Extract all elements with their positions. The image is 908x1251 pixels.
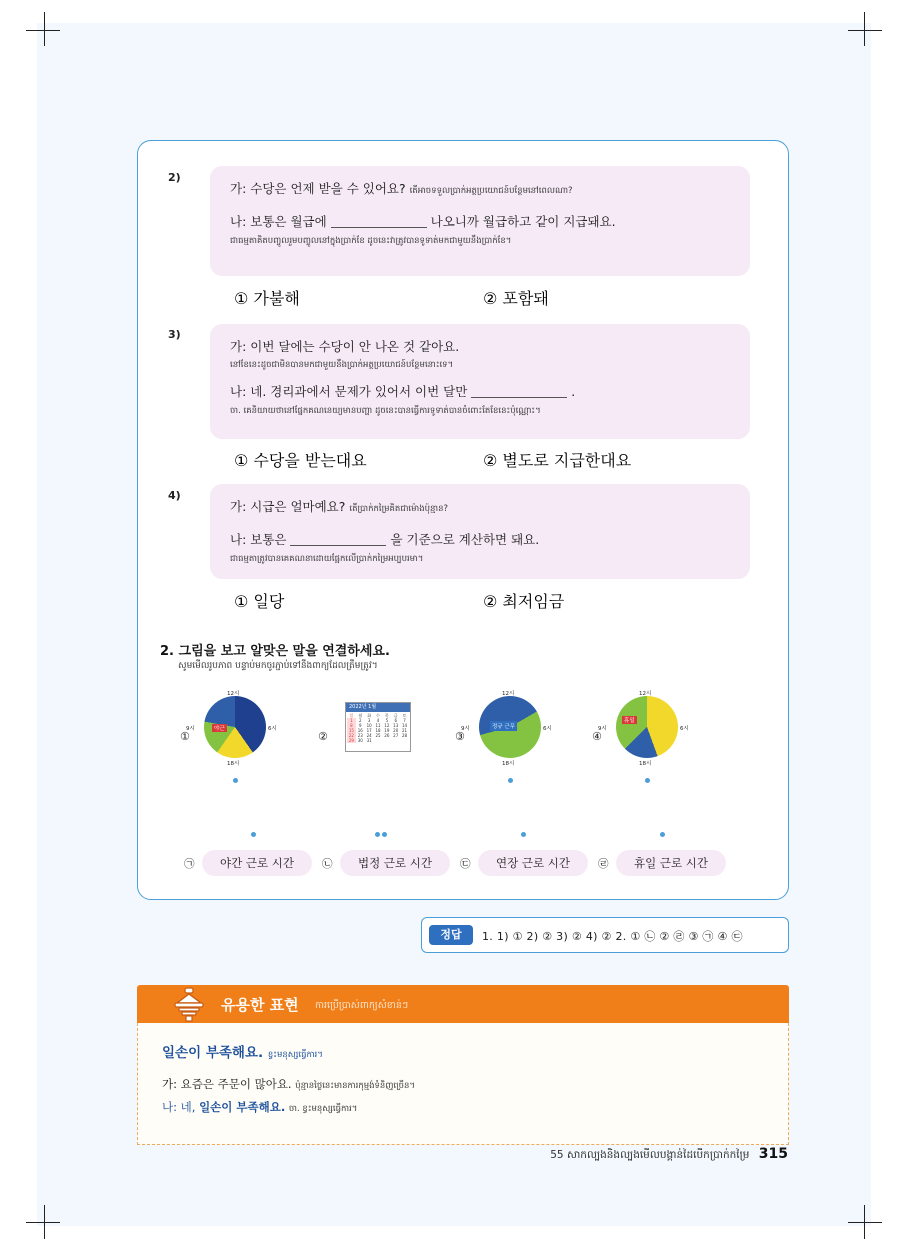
dialog-box-4: [210, 484, 750, 579]
useful-question-line: [162, 1076, 764, 1093]
question-number-4: 4): [168, 489, 181, 502]
footer-text: 55 សាកល្បងនិងល្បងមើលបង្គាន់ដៃបើកប្រាក់កម្រៃ: [550, 1149, 750, 1161]
question-number-2: 2): [168, 171, 181, 184]
useful-expressions-section: [137, 985, 789, 1145]
pic-number-1: ①: [180, 730, 190, 743]
pie-label-6si: 6시: [268, 726, 277, 732]
page-footer: [550, 1146, 788, 1164]
q-km-text-3: នៅខែនេះដូចជាមិនបានមកជាមួយនឹងប្រាក់អត្ថប្រយោជន៍បន្ថែមនោះទេ។: [230, 359, 454, 370]
connector-dot-d[interactable]: [660, 832, 665, 837]
pie-center-label: 정규 근무: [490, 721, 517, 731]
pic-number-2: ②: [318, 730, 328, 743]
useful-expressions-body: [137, 1023, 789, 1145]
choice-3-1[interactable]: ① 수당을 받는대요: [234, 451, 367, 470]
choice-3-2[interactable]: ② 별도로 지급한대요: [483, 451, 632, 470]
a-ko-pre: 나: 네. 경리과에서 문제가 있어서 이번 달만: [230, 384, 468, 400]
useful-expressions-subtitle: ការប្រើប្រាស់ពាក្យសំខាន់ៗ: [315, 1000, 409, 1011]
dialog-a-ko-2: [230, 213, 730, 232]
answer-blank[interactable]: [471, 384, 567, 398]
dialog-box-2: [210, 166, 750, 276]
answer-key-text: 1. 1) ① 2) ② 3) ② 4) ② 2. ① ㉡ ② ㉣ ③ ㉠ ④ ㉢: [482, 930, 743, 943]
answer-option-c[interactable]: 연장 근로 시간: [478, 850, 588, 876]
pie-label-9si: 9시: [186, 726, 195, 732]
question-number-3: 3): [168, 328, 181, 341]
pie-label-12si: 12시: [502, 691, 515, 697]
q-ko-text: 가: 수당은 언제 받을 수 있어요?: [230, 181, 406, 196]
answer-label-a: ㉠: [184, 858, 195, 870]
pie-label-6si: 6시: [543, 726, 552, 732]
answer-label-b: ㉡: [322, 858, 333, 870]
useful-a-bold: 일손이 부족해요.: [199, 1100, 286, 1114]
dialog-a-ko-3: [230, 383, 730, 402]
pic-number-3: ③: [455, 730, 465, 743]
dialog-q-ko-2: [230, 180, 730, 199]
choice-4-1[interactable]: ① 일당: [234, 592, 285, 611]
calendar-grid: 일 월 화 수 목 금 토 1 2 3 4 5 6 7 8 9 10 11 12 13 14 15 16 17 18 19 20 21 22 23 24 25 26 27 28 29 30 31: [348, 713, 408, 743]
connector-dot-a[interactable]: [251, 832, 256, 837]
choice-2-2[interactable]: ② 포함돼: [483, 289, 549, 308]
useful-q-ko: 가: 요즘은 주문이 많아요.: [162, 1077, 292, 1091]
q-ko-text-3: 가: 이번 달에는 수당이 안 나온 것 같아요.: [230, 339, 460, 354]
pie-label-6si: 6시: [680, 726, 689, 732]
pie-label-18si: 18시: [227, 761, 240, 767]
q-ko-text-4: 가: 시급은 얼마예요?: [230, 499, 346, 514]
useful-main-line: [162, 1041, 764, 1062]
connector-dot-3[interactable]: [508, 778, 513, 783]
dialog-box-3: [210, 324, 750, 439]
section-2-title: 2. 그림을 보고 알맞은 말을 연결하세요.: [160, 644, 390, 659]
answer-options-row: [170, 850, 780, 884]
useful-main-ko: 일손이 부족해요.: [162, 1045, 264, 1061]
answer-label-d: ㉣: [598, 858, 609, 870]
useful-main-km: ខ្វះមនុស្សធ្វើការ។: [267, 1050, 323, 1060]
a-ko-post: .: [571, 384, 576, 400]
answer-option-b[interactable]: 법정 근로 시간: [340, 850, 450, 876]
answer-option-a[interactable]: 야간 근로 시간: [202, 850, 312, 876]
a-ko-post: 을 기준으로 계산하면 돼요.: [390, 531, 540, 547]
dialog-a-km-4: ជាធម្មតាត្រូវបានគេគណនាដោយផ្អែកលើប្រាក់កម្រៃអប្បបរមា។: [230, 553, 424, 564]
connector-dot-2[interactable]: [375, 832, 380, 837]
dialog-a-km-3: ចា. គេនិយាយថានៅផ្នែកគណនេយ្យមានបញ្ហា ដូចនេះបានធ្វើការទូទាត់បានចំពោះតែខែនេះប៉ុណ្ណោះ។: [230, 405, 541, 416]
answer-option-d[interactable]: 휴일 근로 시간: [616, 850, 726, 876]
connector-dot-c[interactable]: [521, 832, 526, 837]
answer-blank[interactable]: [290, 532, 386, 546]
answer-key-tag: 정답: [429, 925, 473, 945]
pie-label-12si: 12시: [227, 691, 240, 697]
choice-2-1[interactable]: ① 가불해: [234, 289, 300, 308]
useful-a-pre: 나: 네,: [162, 1100, 196, 1114]
pie-chart-4: [616, 696, 678, 758]
calendar-title: 2022년 1월: [346, 703, 410, 712]
useful-a-km: ចា. ខ្វះមនុស្សធ្វើការ។: [288, 1104, 358, 1114]
lamp-icon: [167, 987, 211, 1023]
dialog-q-ko-4: [230, 498, 730, 517]
answer-key-bar: [421, 917, 789, 953]
pie-label-9si: 9시: [598, 726, 607, 732]
connector-dot-1[interactable]: [233, 778, 238, 783]
section-2-subtitle: សូមមើលរូបភាព បន្ទាប់មកចូរភ្ជាប់ទៅនឹងពាក្យដែលត្រឹមត្រូវ។: [178, 661, 378, 671]
q-km-text-4: តើប្រាក់កម្រៃគិតជាម៉ោងប៉ុន្មាន?: [349, 504, 448, 514]
dialog-a-ko-4: [230, 531, 730, 550]
connector-dot-b[interactable]: [382, 832, 387, 837]
a-ko-pre: 나: 보통은: [230, 531, 287, 547]
pic-number-4: ④: [592, 730, 602, 743]
page-number: 315: [758, 1146, 788, 1162]
pie-label-12si: 12시: [639, 691, 652, 697]
answer-blank[interactable]: [331, 214, 427, 228]
choice-4-2[interactable]: ② 최저임금: [483, 592, 565, 611]
pie-slice-annotation: 휴일: [624, 718, 635, 724]
pie-slice-annotation: 야근: [214, 726, 225, 732]
useful-q-km: ប៉ុន្មានថ្ងៃនេះមានការកុម្មង់ទំនិញច្រើន។: [295, 1081, 416, 1091]
picture-row: [170, 690, 770, 800]
answer-label-c: ㉢: [460, 858, 471, 870]
connector-dot-4[interactable]: [645, 778, 650, 783]
pie-label-18si: 18시: [502, 761, 515, 767]
a-ko-pre: 나: 보통은 월급에: [230, 213, 327, 229]
a-ko-post: 나오니까 월급하고 같이 지급돼요.: [430, 213, 616, 229]
dialog-a-km-2: ជាធម្មតាគិតបញ្ចូលរួមបញ្ចូលនៅក្នុងប្រាក់ខែ ដូចនេះវាត្រូវបានទូទាត់មកជាមួយនឹងប្រាក់ខែ។: [230, 235, 512, 246]
pie-label-9si: 9시: [461, 726, 470, 732]
calendar-image: [345, 702, 411, 752]
q-km-text: តើអាចទទួលប្រាក់អត្ថប្រយោជន៍បន្ថែមនៅពេលណា?: [409, 186, 573, 196]
useful-answer-line: [162, 1099, 764, 1116]
pie-label-18si: 18시: [639, 761, 652, 767]
useful-expressions-title: 유용한 표현: [221, 996, 299, 1014]
